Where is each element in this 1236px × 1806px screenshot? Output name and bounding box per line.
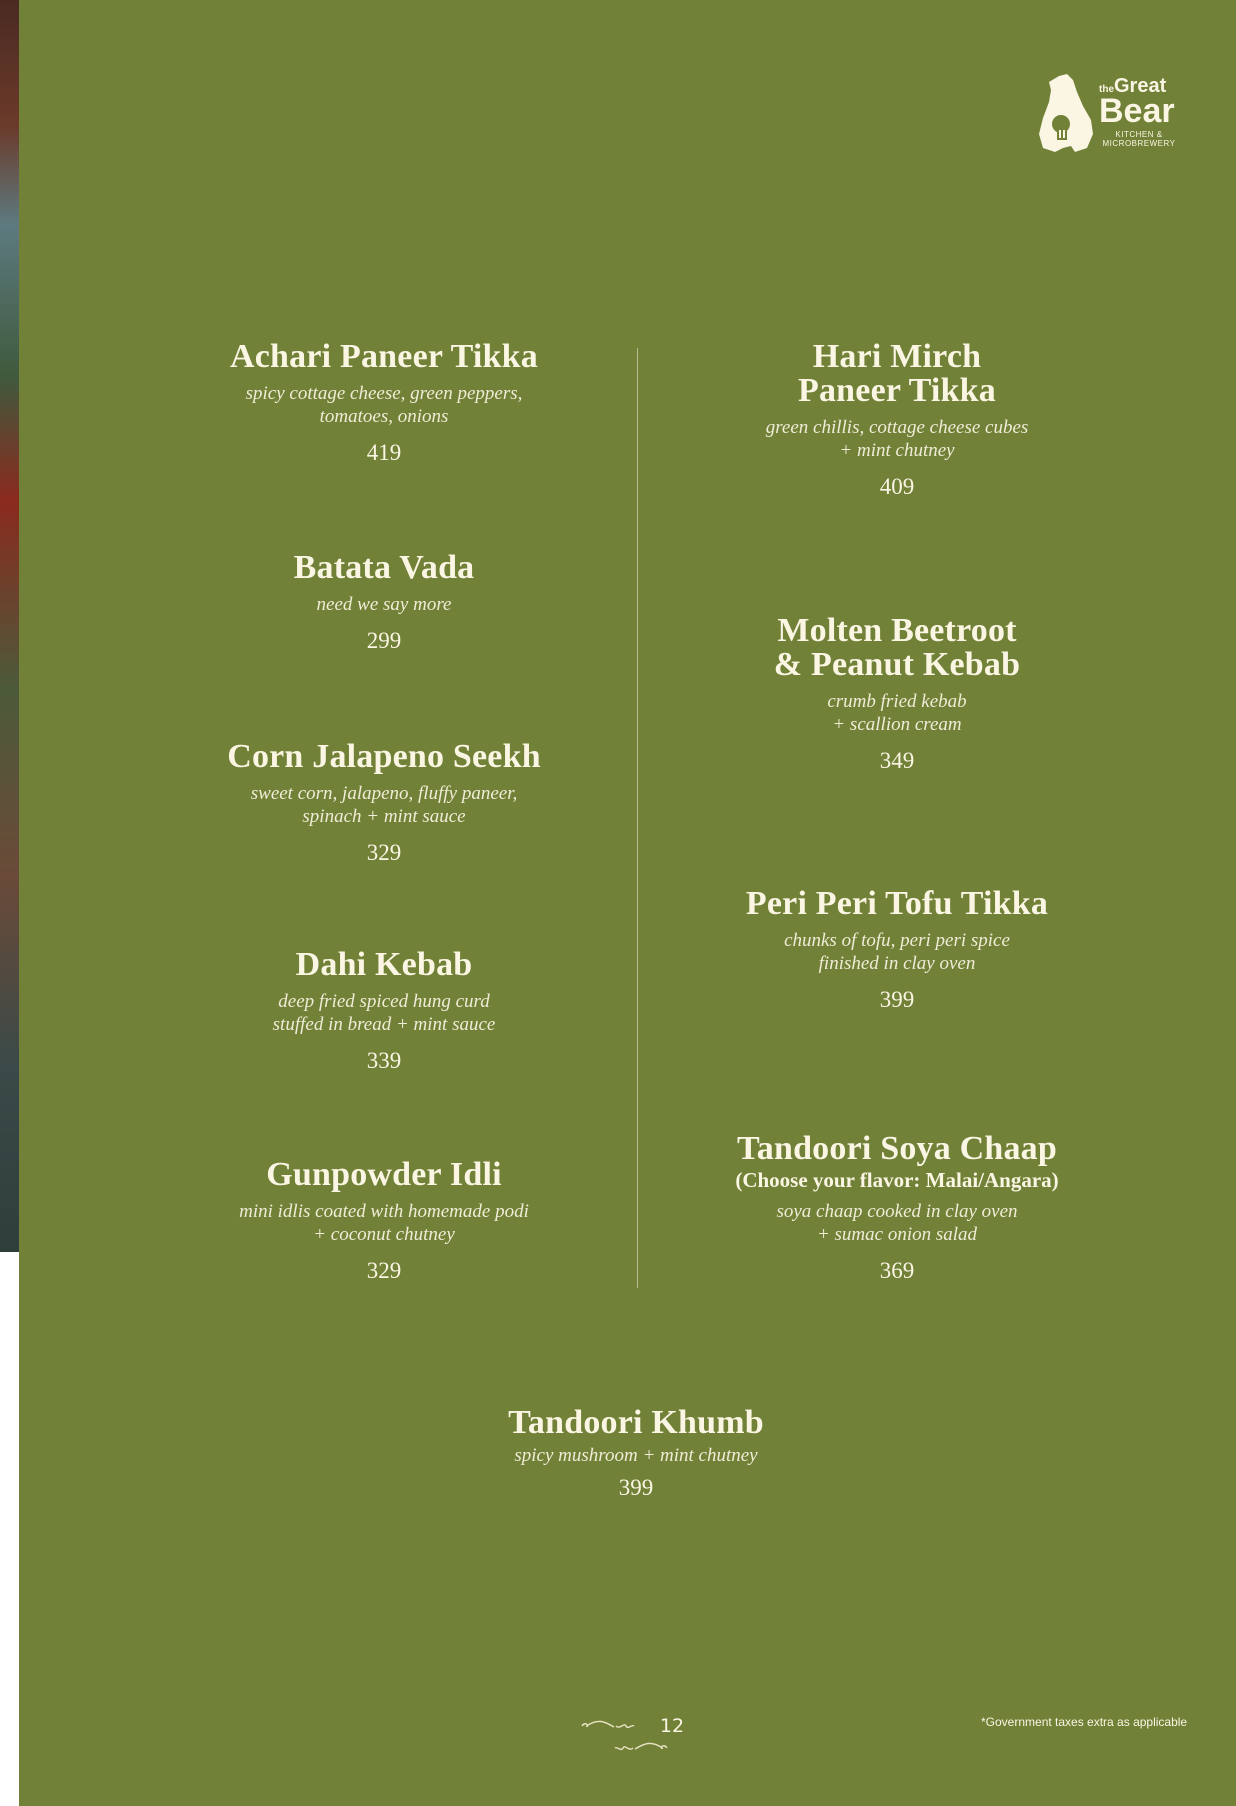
bear-icon — [1037, 72, 1095, 154]
item-subtitle: (Choose your flavor: Malai/Angara) — [735, 1168, 1059, 1192]
menu-item — [677, 1132, 1117, 1284]
item-price: 339 — [366, 1048, 402, 1073]
page-number: 12 — [549, 1714, 729, 1759]
menu-item — [164, 948, 604, 1074]
item-description: deep fried spiced hung curd stuffed in bread + mint sauce — [272, 991, 496, 1035]
menu-item — [164, 740, 604, 866]
item-name: Peri Peri Tofu Tikka — [745, 885, 1049, 922]
menu-item — [164, 340, 604, 466]
item-name: Corn Jalapeno Seekh — [227, 738, 541, 775]
brand-tagline: KITCHEN & MICROBREWERY — [1102, 130, 1176, 148]
brand-name: theGreat Bear — [1099, 75, 1175, 130]
item-price: 299 — [366, 628, 402, 653]
item-description: spicy mushroom + mint chutney — [514, 1445, 758, 1466]
item-name: Hari Mirch Paneer Tikka — [798, 338, 996, 409]
item-price: 329 — [366, 840, 402, 865]
item-description: spicy cottage cheese, green peppers, tomatoes, onions — [245, 383, 523, 427]
flourish-right-icon — [609, 1737, 669, 1759]
menu-page — [19, 0, 1236, 1806]
item-name: Achari Paneer Tikka — [230, 338, 538, 375]
flourish-left-icon — [580, 1715, 640, 1737]
menu-item — [164, 1158, 604, 1284]
column-divider — [637, 348, 638, 1288]
item-name: Molten Beetroot & Peanut Kebab — [773, 612, 1021, 683]
item-description: sweet corn, jalapeno, fluffy paneer, spinach + mint sauce — [250, 783, 518, 827]
item-name: Tandoori Khumb — [508, 1404, 764, 1441]
item-description: need we say more — [316, 594, 452, 615]
item-name: Gunpowder Idli — [266, 1156, 502, 1193]
item-price: 399 — [618, 1475, 654, 1500]
item-description: green chillis, cottage cheese cubes + mint chutney — [765, 417, 1029, 461]
item-price: 329 — [366, 1258, 402, 1283]
brand-logo — [1037, 72, 1185, 154]
item-name: Batata Vada — [293, 549, 475, 586]
item-price: 419 — [366, 440, 402, 465]
item-description: soya chaap cooked in clay oven + sumac onion salad — [776, 1201, 1018, 1245]
item-name: Dahi Kebab — [295, 946, 473, 983]
item-price: 399 — [879, 987, 915, 1012]
item-description: crumb fried kebab + scallion cream — [827, 691, 967, 735]
item-price: 369 — [879, 1258, 915, 1283]
item-price: 409 — [879, 474, 915, 499]
item-description: chunks of tofu, peri peri spice finished in clay oven — [784, 930, 1010, 974]
item-name: Tandoori Soya Chaap — [737, 1130, 1057, 1167]
item-price: 349 — [879, 748, 915, 773]
menu-item — [164, 551, 604, 654]
tax-note: *Government taxes extra as applicable — [981, 1715, 1188, 1729]
menu-item — [677, 340, 1117, 500]
food-photo-strip — [0, 0, 19, 1252]
menu-item — [416, 1406, 856, 1501]
item-description: mini idlis coated with homemade podi + coconut chutney — [239, 1201, 529, 1245]
menu-item — [677, 887, 1117, 1013]
menu-item — [677, 614, 1117, 774]
